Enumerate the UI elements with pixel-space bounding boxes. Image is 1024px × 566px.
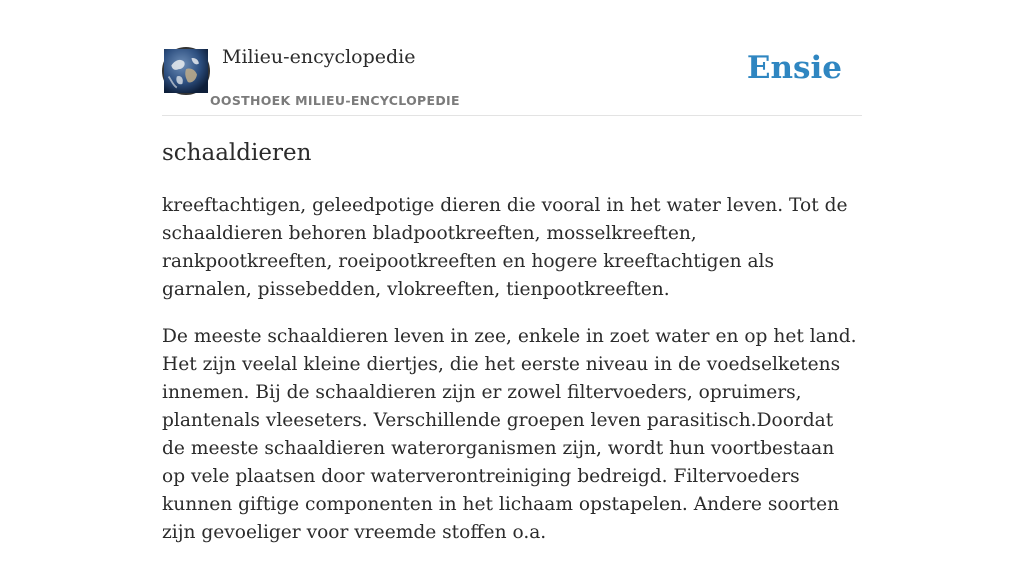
- article-body: [162, 192, 862, 566]
- ensie-logo-link[interactable]: Ensie: [746, 50, 842, 86]
- site-name[interactable]: Milieu-encyclopedie: [222, 46, 416, 68]
- page: [162, 0, 862, 543]
- page-title: schaaldieren: [162, 140, 312, 166]
- earth-globe-icon[interactable]: [162, 47, 210, 95]
- article-paragraph-2: De meeste schaaldieren leven in zee, enkele in zoet water en op het land. Het zijn veelal kleine diertjes, die het eerste niveau in de voedselketens innemen. Bij de schaaldieren zijn er zowel filtervoeders, opruimers, plantenals vleeseters. Verschillende groepen leven parasitisch.Doordat de meeste schaaldieren waterorganismen zijn, wordt hun voortbestaan op vele plaatsen door waterverontreiniging bedreigd. Filtervoeders kunnen giftige componenten in het lichaam opstapelen. Andere soorten zijn gevoeliger voor vreemde stoffen o.a.: [162, 326, 857, 543]
- article-paragraph-1: kreeftachtigen, geleedpotige dieren die vooral in het water leven. Tot de schaaldieren behoren bladpootkreeften, mosselkreeften, rankpootkreeften, roeipootkreeften en hogere kreeftachtigen als garnalen, pissebedden, vlokreeften, tienpootkreeften.: [162, 195, 848, 300]
- site-header: [162, 0, 862, 116]
- site-subtitle[interactable]: OOSTHOEK MILIEU-ENCYCLOPEDIE: [210, 93, 460, 108]
